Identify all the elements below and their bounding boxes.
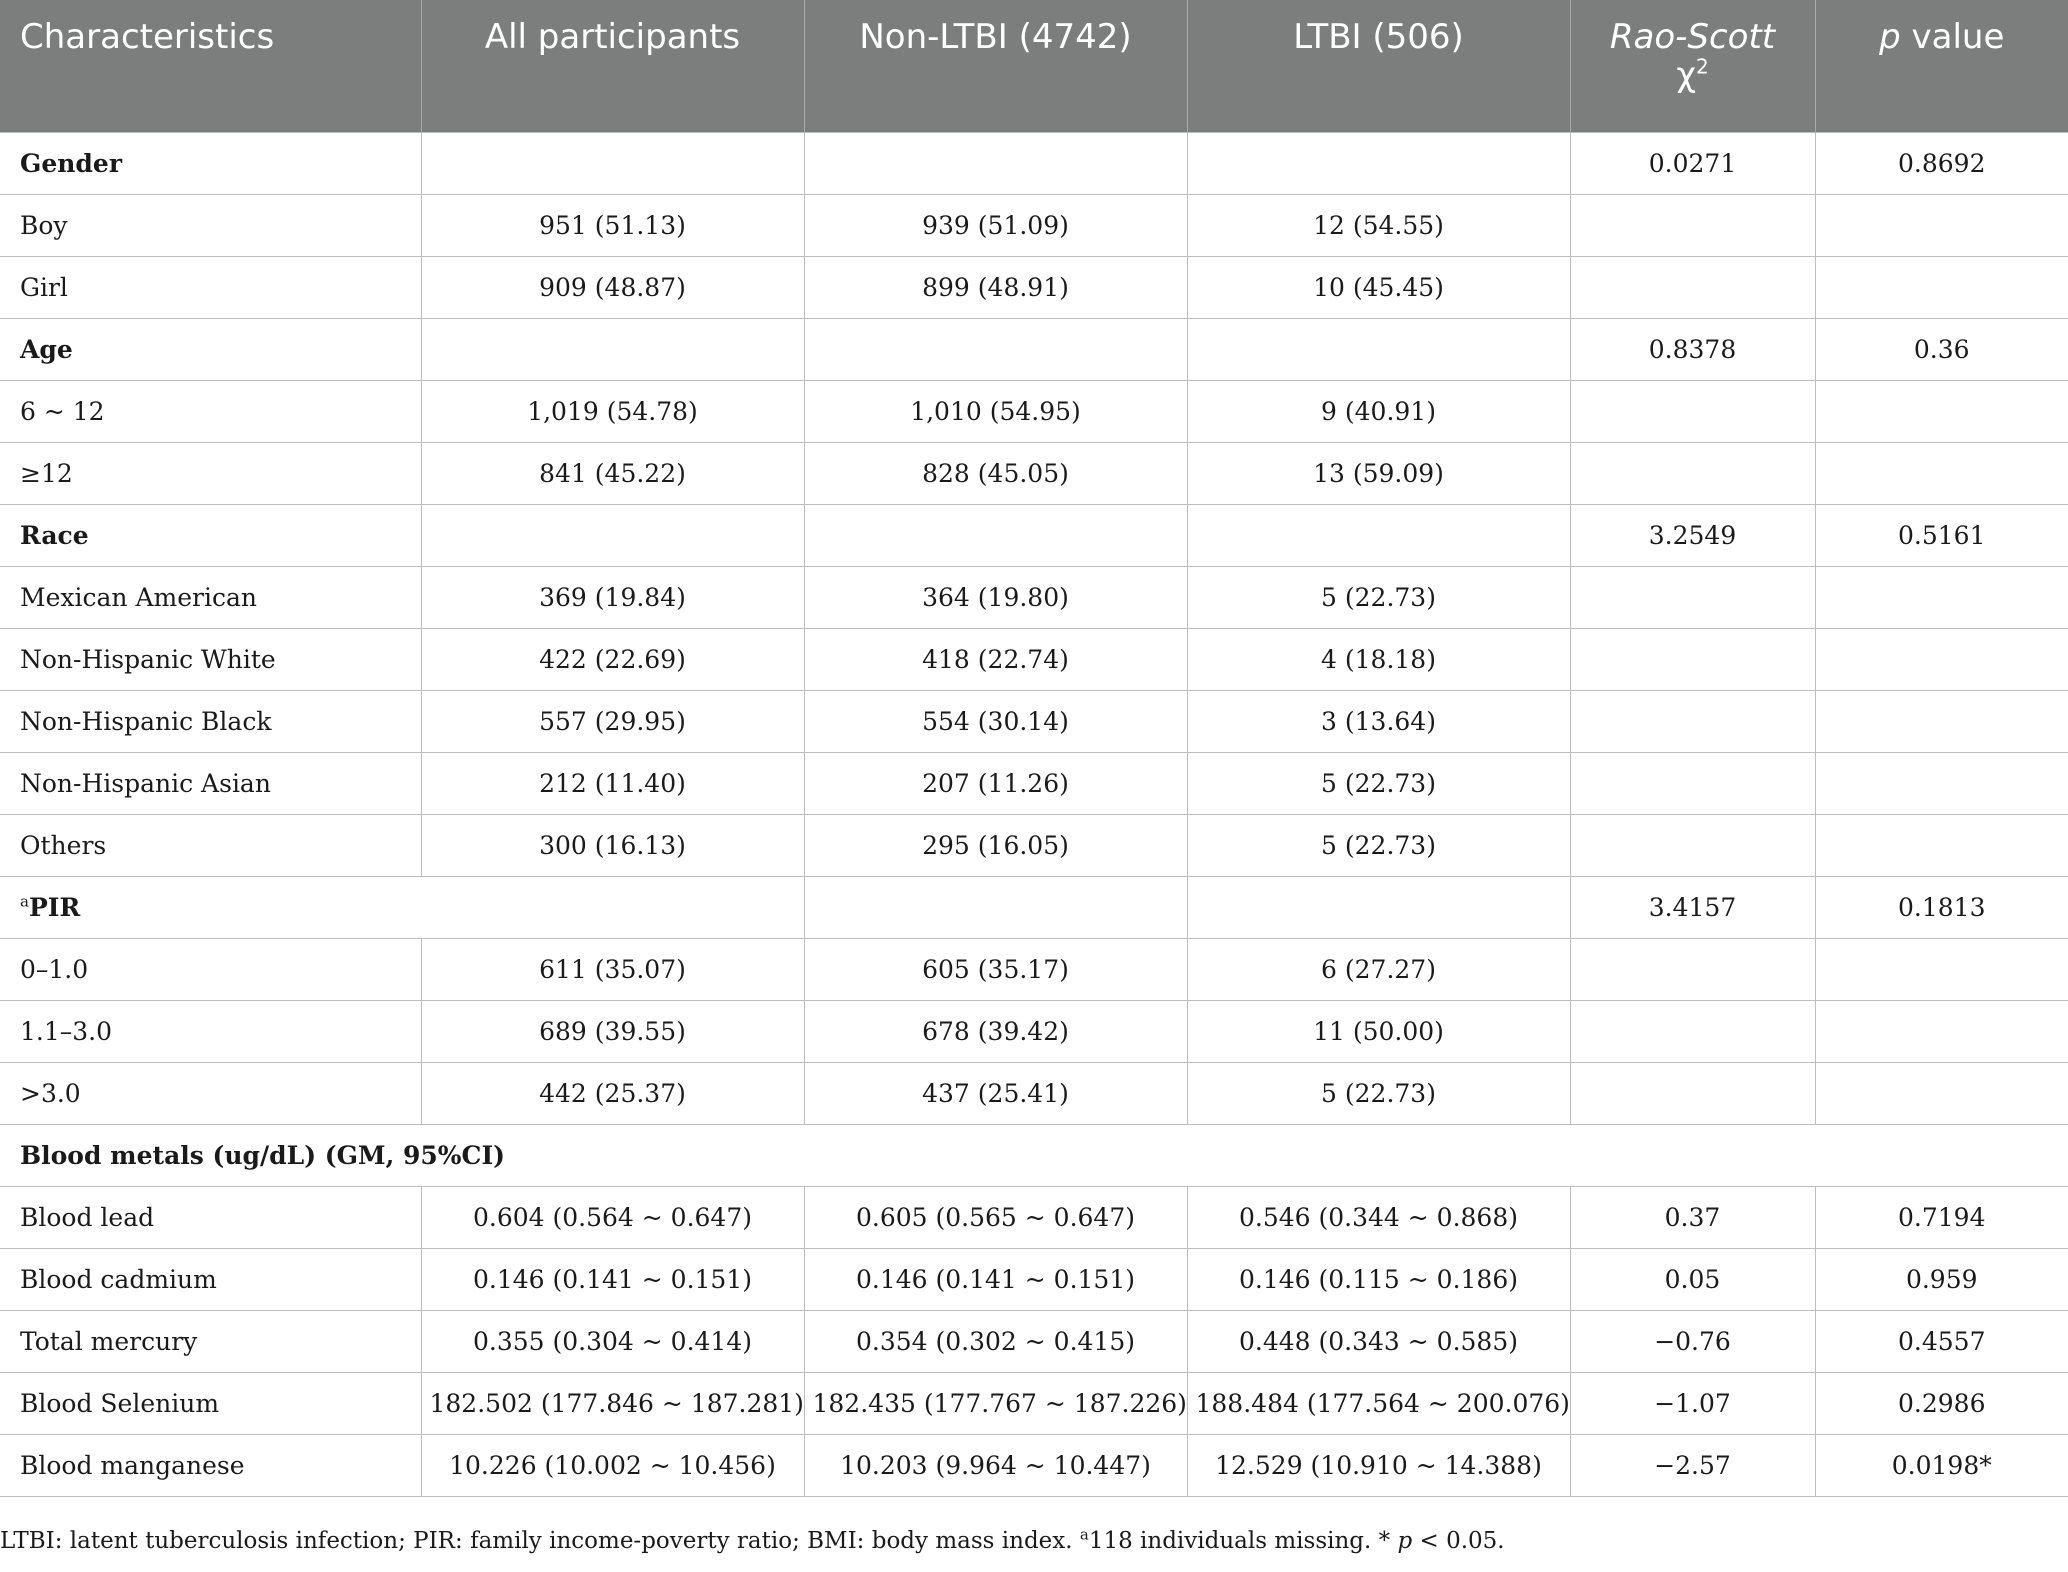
- p-value: 0.8692: [1815, 133, 2068, 195]
- non-ltbi-cell: 207 (11.26): [804, 753, 1187, 815]
- header-rao-scott-name: Rao-Scott: [1609, 17, 1776, 57]
- all-participants-cell: 0.604 (0.564 ~ 0.647): [421, 1187, 804, 1249]
- table-row: [0, 1187, 2068, 1249]
- footnote-text-3: < 0.05.: [1412, 1528, 1505, 1554]
- all-participants-cell: 841 (45.22): [421, 443, 804, 505]
- all-participants-cell: 0.355 (0.304 ~ 0.414): [421, 1311, 804, 1373]
- section-row-blood-metals: [0, 1125, 2068, 1187]
- chi2-value: 0.0271: [1570, 133, 1815, 195]
- all-participants-cell: 422 (22.69): [421, 629, 804, 691]
- table-row: [0, 1001, 2068, 1063]
- table-row: [0, 257, 2068, 319]
- non-ltbi-cell: 828 (45.05): [804, 443, 1187, 505]
- non-ltbi-cell: 1,010 (54.95): [804, 381, 1187, 443]
- chi2-value: 3.2549: [1570, 505, 1815, 567]
- ltbi-cell: 5 (22.73): [1187, 567, 1570, 629]
- header-p-italic: p: [1879, 17, 1901, 57]
- row-label: Blood manganese: [0, 1435, 421, 1497]
- ltbi-cell: 11 (50.00): [1187, 1001, 1570, 1063]
- table-row: [0, 381, 2068, 443]
- table-row: [0, 629, 2068, 691]
- chi2-value: 0.37: [1570, 1187, 1815, 1249]
- chi2-value: −0.76: [1570, 1311, 1815, 1373]
- all-participants-cell: 10.226 (10.002 ~ 10.456): [421, 1435, 804, 1497]
- table-row: [0, 815, 2068, 877]
- header-non-ltbi: Non-LTBI (4742): [804, 0, 1187, 133]
- table-row: [0, 1063, 2068, 1125]
- section-row-pir: [0, 877, 2068, 939]
- ltbi-cell: 12 (54.55): [1187, 195, 1570, 257]
- non-ltbi-cell: 437 (25.41): [804, 1063, 1187, 1125]
- ltbi-cell: 9 (40.91): [1187, 381, 1570, 443]
- section-label: Race: [0, 505, 421, 567]
- row-label: Blood Selenium: [0, 1373, 421, 1435]
- p-value: 0.7194: [1815, 1187, 2068, 1249]
- ltbi-cell: 3 (13.64): [1187, 691, 1570, 753]
- row-label: Non-Hispanic Black: [0, 691, 421, 753]
- section-row-gender: [0, 133, 2068, 195]
- ltbi-cell: 5 (22.73): [1187, 753, 1570, 815]
- header-characteristics: Characteristics: [0, 0, 421, 133]
- non-ltbi-cell: 364 (19.80): [804, 567, 1187, 629]
- row-label: Girl: [0, 257, 421, 319]
- row-label: ≥12: [0, 443, 421, 505]
- p-value: 0.4557: [1815, 1311, 2068, 1373]
- p-value: 0.959: [1815, 1249, 2068, 1311]
- non-ltbi-cell: 939 (51.09): [804, 195, 1187, 257]
- table-row: [0, 753, 2068, 815]
- non-ltbi-cell: 295 (16.05): [804, 815, 1187, 877]
- all-participants-cell: 212 (11.40): [421, 753, 804, 815]
- footnote-text-2: 118 individuals missing. *: [1088, 1528, 1398, 1554]
- p-value: 0.5161: [1815, 505, 2068, 567]
- row-label: 0–1.0: [0, 939, 421, 1001]
- table-row: [0, 1311, 2068, 1373]
- row-label: Blood lead: [0, 1187, 421, 1249]
- non-ltbi-cell: 0.605 (0.565 ~ 0.647): [804, 1187, 1187, 1249]
- p-value: 0.1813: [1815, 877, 2068, 939]
- all-participants-cell: 300 (16.13): [421, 815, 804, 877]
- pir-superscript: a: [20, 892, 29, 911]
- non-ltbi-cell: 418 (22.74): [804, 629, 1187, 691]
- ltbi-cell: 10 (45.45): [1187, 257, 1570, 319]
- chi2-value: 0.05: [1570, 1249, 1815, 1311]
- table-row: [0, 691, 2068, 753]
- section-row-age: [0, 319, 2068, 381]
- all-participants-cell: 689 (39.55): [421, 1001, 804, 1063]
- non-ltbi-cell: 10.203 (9.964 ~ 10.447): [804, 1435, 1187, 1497]
- section-label: [0, 877, 804, 939]
- ltbi-cell: 6 (27.27): [1187, 939, 1570, 1001]
- footnote-text-1: LTBI: latent tuberculosis infection; PIR: family income-poverty ratio; BMI: body mass index.: [0, 1528, 1080, 1554]
- row-label: Others: [0, 815, 421, 877]
- ltbi-cell: 0.448 (0.343 ~ 0.585): [1187, 1311, 1570, 1373]
- all-participants-cell: 951 (51.13): [421, 195, 804, 257]
- row-label: 1.1–3.0: [0, 1001, 421, 1063]
- section-label: Gender: [0, 133, 421, 195]
- table-row: [0, 195, 2068, 257]
- p-value: 0.0198*: [1815, 1435, 2068, 1497]
- section-label: Blood metals (ug/dL) (GM, 95%CI): [0, 1125, 2068, 1187]
- ltbi-cell: 188.484 (177.564 ~ 200.076): [1187, 1373, 1570, 1435]
- row-label: Boy: [0, 195, 421, 257]
- ltbi-cell: 13 (59.09): [1187, 443, 1570, 505]
- all-participants-cell: 909 (48.87): [421, 257, 804, 319]
- footnote-p-italic: p: [1397, 1528, 1413, 1554]
- table-row: [0, 939, 2068, 1001]
- row-label: Mexican American: [0, 567, 421, 629]
- header-chi-superscript: 2: [1695, 54, 1709, 79]
- non-ltbi-cell: 0.354 (0.302 ~ 0.415): [804, 1311, 1187, 1373]
- all-participants-cell: 557 (29.95): [421, 691, 804, 753]
- ltbi-cell: 0.146 (0.115 ~ 0.186): [1187, 1249, 1570, 1311]
- ltbi-cell: 12.529 (10.910 ~ 14.388): [1187, 1435, 1570, 1497]
- header-ltbi: LTBI (506): [1187, 0, 1570, 133]
- non-ltbi-cell: 554 (30.14): [804, 691, 1187, 753]
- ltbi-cell: 4 (18.18): [1187, 629, 1570, 691]
- footnote-superscript: a: [1079, 1525, 1089, 1544]
- row-label: 6 ~ 12: [0, 381, 421, 443]
- table-row: [0, 567, 2068, 629]
- all-participants-cell: 0.146 (0.141 ~ 0.151): [421, 1249, 804, 1311]
- row-label: Non-Hispanic White: [0, 629, 421, 691]
- non-ltbi-cell: 678 (39.42): [804, 1001, 1187, 1063]
- header-p-value: [1815, 0, 2068, 133]
- row-label: Blood cadmium: [0, 1249, 421, 1311]
- table-footnote: [0, 1525, 2068, 1554]
- ltbi-cell: 0.546 (0.344 ~ 0.868): [1187, 1187, 1570, 1249]
- non-ltbi-cell: 899 (48.91): [804, 257, 1187, 319]
- header-chi-symbol: χ: [1676, 55, 1696, 96]
- non-ltbi-cell: 182.435 (177.767 ~ 187.226): [804, 1373, 1187, 1435]
- table-row: [0, 1249, 2068, 1311]
- all-participants-cell: 611 (35.07): [421, 939, 804, 1001]
- header-p-rest: value: [1900, 17, 2005, 57]
- non-ltbi-cell: 605 (35.17): [804, 939, 1187, 1001]
- header-row: [0, 0, 2068, 133]
- chi2-value: −1.07: [1570, 1373, 1815, 1435]
- pir-label: PIR: [28, 893, 81, 922]
- table-row: [0, 1373, 2068, 1435]
- section-label: Age: [0, 319, 421, 381]
- all-participants-cell: 1,019 (54.78): [421, 381, 804, 443]
- table-row: [0, 443, 2068, 505]
- row-label: Total mercury: [0, 1311, 421, 1373]
- chi2-value: 0.8378: [1570, 319, 1815, 381]
- chi2-value: −2.57: [1570, 1435, 1815, 1497]
- p-value: 0.36: [1815, 319, 2068, 381]
- header-rao-scott: [1570, 0, 1815, 133]
- row-label: Non-Hispanic Asian: [0, 753, 421, 815]
- table-row: [0, 1435, 2068, 1497]
- non-ltbi-cell: 0.146 (0.141 ~ 0.151): [804, 1249, 1187, 1311]
- ltbi-cell: 5 (22.73): [1187, 815, 1570, 877]
- all-participants-cell: 369 (19.84): [421, 567, 804, 629]
- all-participants-cell: 182.502 (177.846 ~ 187.281): [421, 1373, 804, 1435]
- ltbi-cell: 5 (22.73): [1187, 1063, 1570, 1125]
- chi2-value: 3.4157: [1570, 877, 1815, 939]
- section-row-race: [0, 505, 2068, 567]
- row-label: >3.0: [0, 1063, 421, 1125]
- all-participants-cell: 442 (25.37): [421, 1063, 804, 1125]
- p-value: 0.2986: [1815, 1373, 2068, 1435]
- header-all-participants: All participants: [421, 0, 804, 133]
